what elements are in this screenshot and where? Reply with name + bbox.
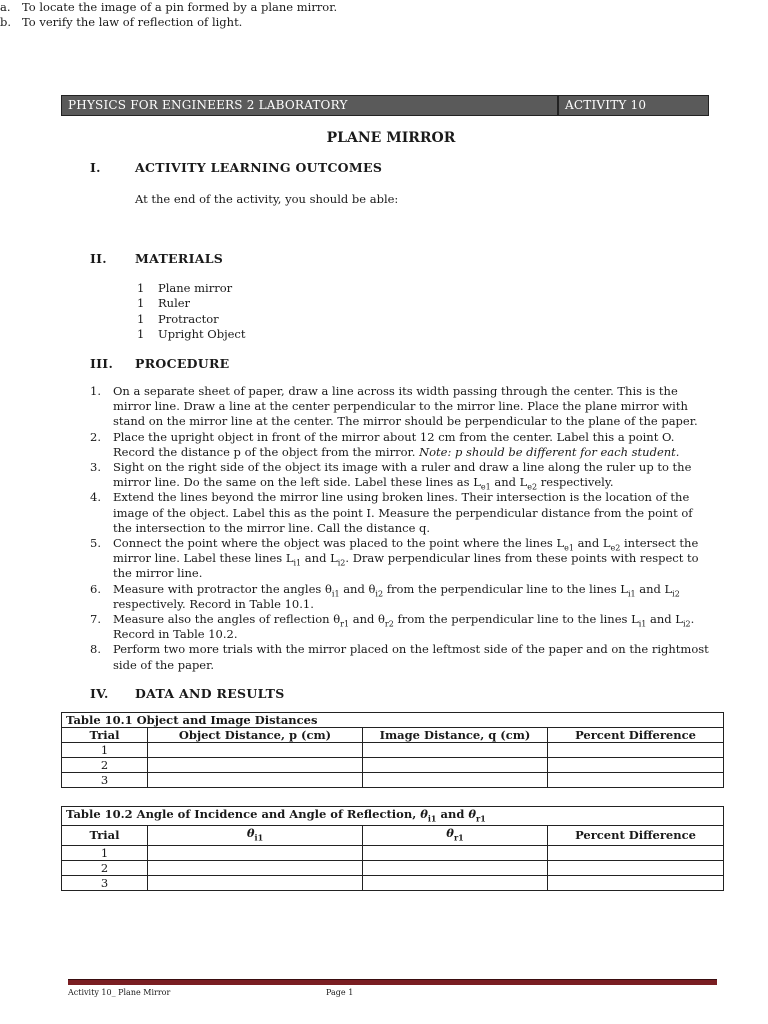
column-header: Percent Difference [548, 728, 724, 743]
outcomes-intro: At the end of the activity, you should be able: [135, 192, 399, 206]
section-title: PROCEDURE [135, 356, 230, 371]
trial-cell: 3 [62, 875, 148, 890]
section-number: IV. [90, 686, 109, 701]
procedure-step [90, 582, 714, 612]
section-heading-data [90, 686, 285, 701]
section-heading-procedure [90, 356, 230, 371]
step-text: Extend the lines beyond the mirror line using broken lines. Their intersection is the location of the image of the object. Label this as the point I. Measure the perpendicular distance from the point of the intersection to the mirror line. Call the distance q. [113, 490, 693, 535]
course-title: PHYSICS FOR ENGINEERS 2 LABORATORY [62, 96, 559, 115]
subscript: r2 [384, 619, 394, 629]
page-number: Page 1 [326, 988, 354, 997]
input-cell[interactable] [148, 758, 363, 773]
subscript: i1 [627, 588, 636, 598]
step-number: 5. [90, 536, 101, 551]
procedure-step [90, 642, 714, 672]
column-header [148, 826, 363, 845]
input-cell[interactable] [548, 875, 724, 890]
step-number: 4. [90, 490, 101, 505]
trial-cell: 2 [62, 758, 148, 773]
subscript: i2 [682, 619, 691, 629]
subscript: e1 [564, 543, 574, 553]
step-text: and L [635, 581, 673, 596]
table-row [62, 860, 724, 875]
column-header [363, 826, 548, 845]
table-caption-row [62, 713, 724, 728]
step-text: . Draw perpendicular lines from these points with respect to the mirror line. [113, 551, 699, 581]
trial-cell: 1 [62, 743, 148, 758]
input-cell[interactable] [548, 773, 724, 788]
material-name: Plane mirror [158, 281, 233, 295]
list-label: b. [0, 15, 12, 29]
step-text: and L [646, 612, 683, 627]
section-heading-materials [90, 251, 223, 266]
step-text: intersect the mirror line. Label these lines L [113, 536, 699, 566]
input-cell[interactable] [148, 860, 363, 875]
list-text: To locate the image of a pin formed by a plane mirror. [22, 0, 338, 14]
section-number: III. [90, 356, 114, 371]
section-heading-outcomes [90, 160, 382, 175]
subscript: r1 [340, 619, 350, 629]
theta-symbol: θ [446, 826, 454, 841]
step-text: and L [490, 475, 528, 490]
list-text: To verify the law of reflection of light. [22, 15, 243, 29]
column-header: Image Distance, q (cm) [363, 728, 548, 743]
input-cell[interactable] [548, 758, 724, 773]
caption-text: Table 10.2 Angle of Incidence and Angle of Reflection, [66, 807, 421, 821]
list-item [0, 0, 768, 15]
header-bar [61, 95, 709, 116]
step-text: Measure also the angles of reflection θ [113, 612, 341, 627]
column-header: Object Distance, p (cm) [148, 728, 363, 743]
table-header-row [62, 728, 724, 743]
procedure-step [90, 536, 714, 582]
material-name: Protractor [158, 311, 219, 326]
caption-text: and [436, 807, 469, 821]
step-number: 2. [90, 429, 101, 444]
subscript: e2 [527, 482, 538, 492]
table-caption-row [62, 807, 724, 826]
outcomes-list [0, 0, 768, 30]
procedure-step [90, 460, 714, 490]
subscript: i1 [638, 619, 647, 629]
table-object-image-distances [61, 712, 724, 788]
table-angles [61, 806, 724, 891]
input-cell[interactable] [148, 773, 363, 788]
procedure-list [90, 384, 714, 673]
procedure-step [90, 430, 714, 460]
table-row [62, 743, 724, 758]
step-number: 3. [90, 460, 101, 475]
quantity: 1 [137, 326, 145, 341]
step-text: On a separate sheet of paper, draw a line across its width passing through the center. This is the mirror line. Draw a line at the center perpendicular to the mirror line. Place the plane mirror with stand on the mirror line at the center. The mirror should be perpendicular to the plane of the paper. [113, 384, 698, 429]
step-text: and θ [349, 612, 385, 627]
quantity: 1 [137, 296, 145, 311]
section-number: I. [90, 160, 101, 175]
input-cell[interactable] [363, 860, 548, 875]
input-cell[interactable] [363, 875, 548, 890]
quantity: 1 [137, 281, 145, 295]
step-text: Sight on the right side of the object its image with a ruler and draw a line along the ruler up to the mirror line. Do the same on the left side. Label these lines as L [113, 460, 692, 490]
step-number: 8. [90, 642, 101, 657]
table-row [62, 773, 724, 788]
subscript: i1 [293, 558, 302, 568]
section-number: II. [90, 251, 107, 266]
list-item [137, 281, 246, 296]
table-row [62, 845, 724, 860]
table-caption [62, 807, 724, 826]
step-note: Note: p should be different for each student. [419, 444, 680, 459]
theta-symbol: θ [246, 826, 255, 841]
step-text: from the perpendicular line to the lines L [383, 581, 628, 596]
step-text: Connect the point where the object was placed to the point where the lines L [113, 536, 565, 551]
theta-symbol: θ [420, 807, 428, 821]
subscript: r1 [476, 813, 486, 824]
table-header-row [62, 826, 724, 845]
step-text: and L [301, 551, 338, 566]
procedure-step [90, 490, 714, 536]
step-text: and θ [339, 581, 376, 596]
trial-cell: 2 [62, 860, 148, 875]
column-header: Trial [62, 728, 148, 743]
step-text: respectively. Record in Table 10.1. [113, 596, 314, 611]
materials-list [137, 281, 246, 342]
table-row [62, 758, 724, 773]
subscript: i1 [331, 588, 340, 598]
column-header: Percent Difference [548, 826, 724, 845]
trial-cell: 1 [62, 845, 148, 860]
material-name: Ruler [158, 296, 191, 311]
theta-symbol: θ [468, 807, 477, 821]
subscript: i1 [427, 813, 437, 824]
activity-number: ACTIVITY 10 [565, 98, 647, 112]
list-label: a. [0, 0, 11, 14]
input-cell[interactable] [363, 845, 548, 860]
subscript: i2 [375, 588, 384, 598]
section-title: ACTIVITY LEARNING OUTCOMES [135, 160, 383, 175]
step-number: 1. [90, 384, 101, 398]
subscript: i2 [337, 558, 346, 568]
step-number: 6. [90, 581, 101, 596]
subscript: e2 [610, 543, 621, 553]
step-text: Place the upright object in front of the mirror about 12 cm from the center. Label this a point O. Record the distance p of the object from the mirror. [113, 429, 675, 459]
quantity: 1 [137, 311, 145, 326]
page-title: PLANE MIRROR [326, 130, 456, 146]
input-cell[interactable] [363, 743, 548, 758]
input-cell[interactable] [548, 743, 724, 758]
step-text: respectively. [537, 475, 614, 490]
subscript: e1 [480, 482, 491, 492]
subscript: i2 [672, 588, 680, 598]
table-row [62, 875, 724, 890]
input-cell[interactable] [363, 758, 548, 773]
list-item [137, 296, 246, 311]
step-text: . Record in Table 10.2. [113, 612, 695, 642]
footer-activity-label: Activity 10_ Plane Mirror [68, 988, 171, 997]
step-text: Measure with protractor the angles θ [113, 581, 332, 596]
step-number: 7. [90, 612, 101, 627]
material-name: Upright Object [158, 326, 246, 341]
list-item [0, 15, 768, 30]
input-cell[interactable] [363, 773, 548, 788]
input-cell[interactable] [148, 845, 363, 860]
section-title: MATERIALS [135, 251, 224, 266]
procedure-step [90, 384, 714, 430]
section-title: DATA AND RESULTS [135, 686, 285, 701]
footer-rule [68, 979, 717, 985]
subscript: r1 [453, 832, 464, 843]
input-cell[interactable] [148, 875, 363, 890]
step-text: Perform two more trials with the mirror placed on the leftmost side of the paper and on the rightmost side of the paper. [113, 642, 709, 672]
column-header: Trial [62, 826, 148, 845]
trial-cell: 3 [62, 773, 148, 788]
list-item [137, 312, 246, 327]
step-text: and L [573, 536, 611, 551]
input-cell[interactable] [548, 845, 724, 860]
step-text: from the perpendicular line to the lines L [393, 612, 639, 627]
list-item [137, 327, 246, 342]
input-cell[interactable] [148, 743, 363, 758]
procedure-step [90, 612, 714, 642]
subscript: i1 [254, 832, 264, 843]
table-caption: Table 10.1 Object and Image Distances [62, 713, 724, 728]
input-cell[interactable] [548, 860, 724, 875]
